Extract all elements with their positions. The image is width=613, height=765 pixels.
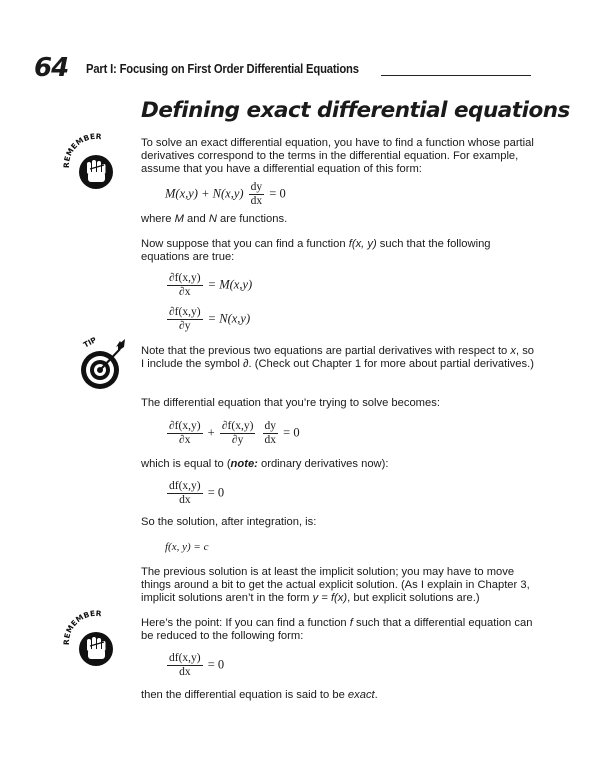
paragraph-note: Note that the previous two equations are partial derivatives with respect to x, so I include the symbol ∂. (Check out Chapter 1 for more about partial derivatives.) (141, 345, 535, 371)
section-title: Defining exact differential equations (141, 98, 570, 123)
paragraph-intro: To solve an exact differential equation, you have to find a function whose partial derivatives correspond to the terms in the differential equation. For example, assume that you have a differential equation of this form: (141, 137, 534, 176)
eq1-lhs: M(x,y) + N(x,y) (165, 186, 244, 201)
paragraph-becomes: The differential equation that you’re trying to solve becomes: (141, 397, 440, 409)
remember-icon (60, 128, 130, 198)
paragraph-where: where M and N are functions. (141, 213, 288, 225)
remember-label: REMEMBER (61, 608, 103, 646)
page-number: 64 (34, 53, 69, 83)
paragraph-implicit: The previous solution is at least the implicit solution; you may have to move things around a bit to get the actual explicit solution. (As I explain in Chapter 3, implicit solutions aren’t in the form y = f(x), but explicit solutions are.) (141, 566, 530, 605)
equation-2a (165, 272, 252, 299)
equation-2b (165, 306, 250, 333)
eq2b-den: ∂y (179, 320, 191, 332)
paragraph-exact: then the differential equation is said to be exact. (141, 689, 378, 701)
header-rule (381, 75, 531, 76)
eq2a-den: ∂x (179, 286, 191, 298)
paragraph-solution: So the solution, after integration, is: (141, 516, 317, 528)
eq2b-num: ∂f(x,y) (169, 306, 201, 318)
eq2b-rhs: = N(x,y) (207, 311, 251, 326)
equation-4: $\frac{df(x,y)}{dx}$ = 0 (169, 480, 225, 506)
eq2a-num: ∂f(x,y) (169, 272, 201, 284)
tip-label: TIP (81, 335, 98, 350)
equation-3: $\frac{\partial f(x,y)}{\partial x}$ + $\frac{\partial f(x,y)}{\partial y}$ $\frac{dy}{dx}$ = 0 (169, 420, 300, 446)
eq1-den: dx (250, 195, 263, 207)
equation-6: $\frac{df(x,y)}{dx}$ = 0 (169, 652, 225, 678)
eq2a-rhs: = M(x,y) (207, 277, 253, 292)
equation-1 (165, 181, 286, 208)
tip-target-icon (62, 333, 132, 398)
remember-label: REMEMBER (61, 131, 103, 169)
eq1-rhs: = 0 (269, 186, 286, 201)
remember-icon (60, 605, 130, 675)
eq1-num: dy (250, 181, 263, 193)
paragraph-which: which is equal to (note: ordinary derivatives now): (141, 458, 389, 470)
paragraph-point: Here’s the point: If you can find a function f such that a differential equation can be reduced to the following form: (141, 617, 533, 643)
equation-5: f(x, y) = c (165, 541, 209, 553)
paragraph-suppose: Now suppose that you can find a function f(x, y) such that the following equations are true: (141, 238, 491, 264)
running-header: Part I: Focusing on First Order Differential Equations (86, 62, 359, 76)
